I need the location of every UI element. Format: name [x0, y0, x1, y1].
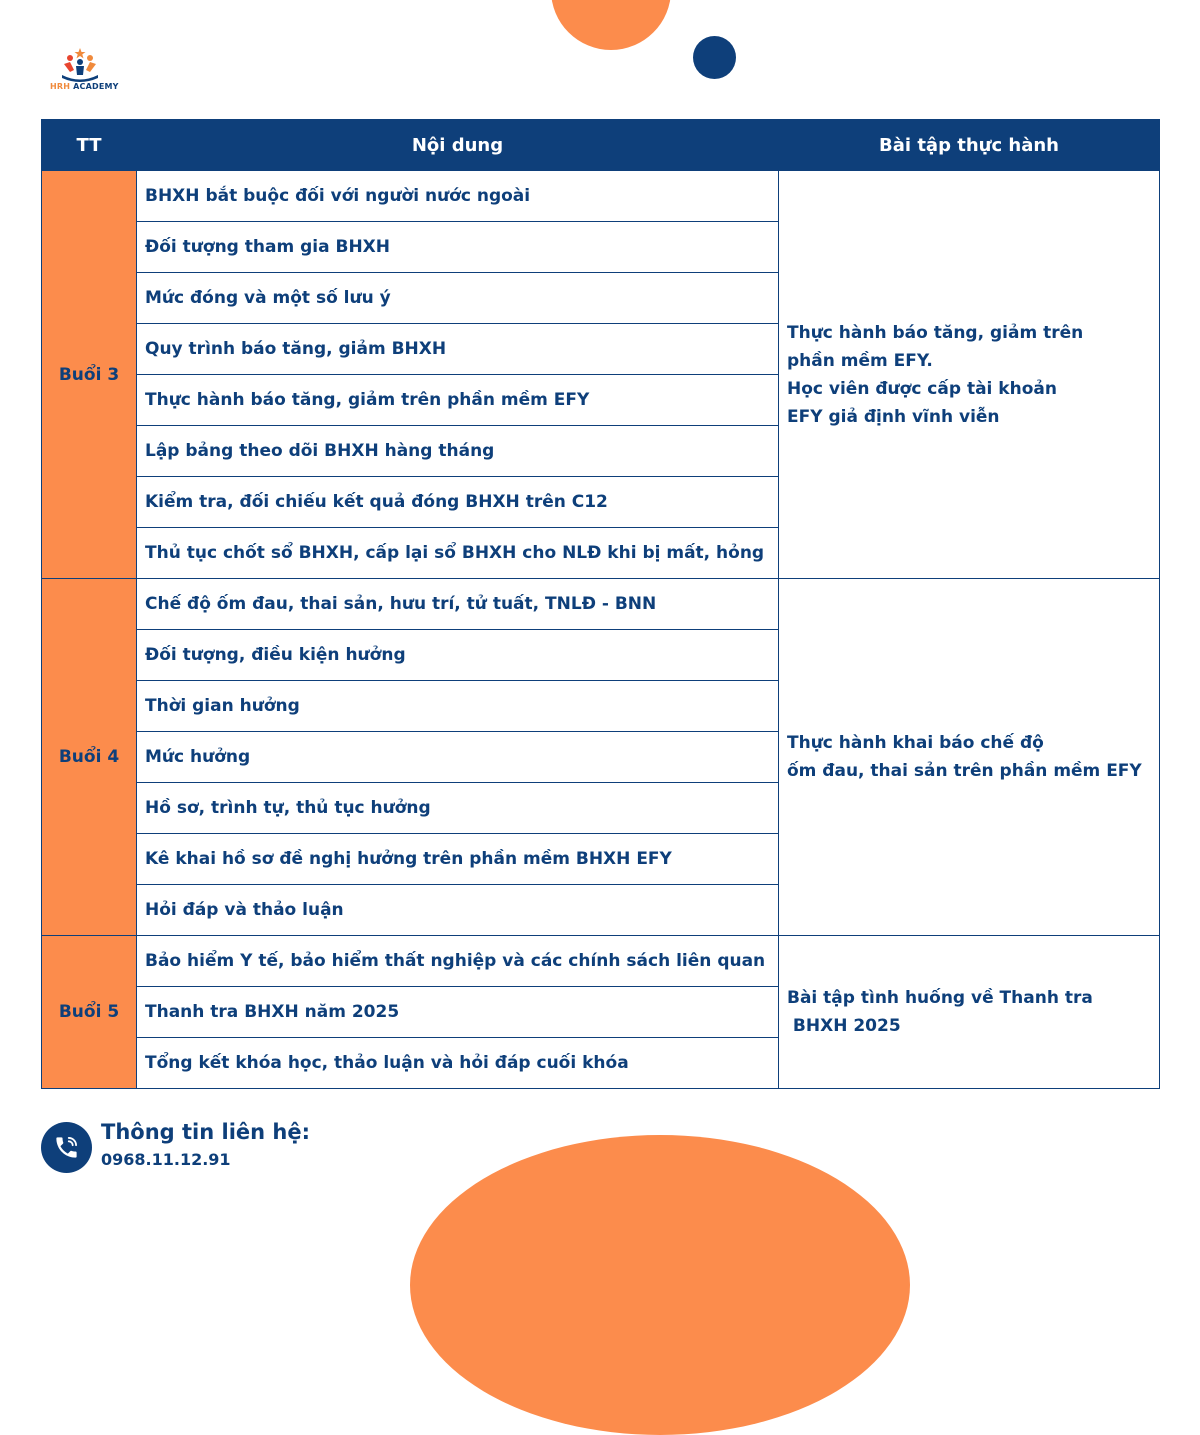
session-label-buoi-3: Buổi 3 — [42, 171, 137, 579]
contact-title: Thông tin liên hệ: — [101, 1120, 310, 1144]
session-label-buoi-4: Buổi 4 — [42, 579, 137, 936]
topic-cell: BHXH bắt buộc đối với người nước ngoài — [137, 171, 779, 222]
practice-line: ốm đau, thai sản trên phần mềm EFY — [787, 761, 1142, 781]
topic-cell: Tổng kết khóa học, thảo luận và hỏi đáp cuối khóa — [137, 1038, 779, 1089]
practice-cell-buoi-4 — [779, 579, 1160, 936]
header-practice: Bài tập thực hành — [779, 120, 1160, 171]
practice-line: Thực hành khai báo chế độ — [787, 733, 1044, 753]
topic-cell: Chế độ ốm đau, thai sản, hưu trí, tử tuất, TNLĐ - BNN — [137, 579, 779, 630]
topic-cell: Hỏi đáp và thảo luận — [137, 885, 779, 936]
practice-cell-buoi-5 — [779, 936, 1160, 1089]
contact-phone: 0968.11.12.91 — [101, 1150, 231, 1169]
logo-figures-icon — [56, 48, 116, 82]
table-row — [42, 936, 1160, 987]
header-tt: TT — [42, 120, 137, 171]
table-row — [42, 171, 1160, 222]
practice-line: Thực hành báo tăng, giảm trên — [787, 322, 1084, 343]
table-row — [42, 579, 1160, 630]
topic-cell: Đối tượng, điều kiện hưởng — [137, 630, 779, 681]
topic-cell: Thanh tra BHXH năm 2025 — [137, 987, 779, 1038]
topic-cell: Quy trình báo tăng, giảm BHXH — [137, 324, 779, 375]
topic-cell: Thời gian hưởng — [137, 681, 779, 732]
topic-cell: Kiểm tra, đối chiếu kết quả đóng BHXH trên C12 — [137, 477, 779, 528]
logo-wordmark: HRH ACADEMY — [50, 82, 119, 91]
practice-line: EFY giả định vĩnh viễn — [787, 406, 1000, 427]
practice-line: Học viên được cấp tài khoản — [787, 378, 1057, 399]
topic-cell: Lập bảng theo dõi BHXH hàng tháng — [137, 426, 779, 477]
topic-cell: Thực hành báo tăng, giảm trên phần mềm EFY — [137, 375, 779, 426]
topic-cell: Mức hưởng — [137, 732, 779, 783]
topic-cell: Mức đóng và một số lưu ý — [137, 273, 779, 324]
session-label-buoi-5: Buổi 5 — [42, 936, 137, 1089]
topic-cell: Bảo hiểm Y tế, bảo hiểm thất nghiệp và các chính sách liên quan — [137, 936, 779, 987]
topic-cell: Thủ tục chốt sổ BHXH, cấp lại sổ BHXH cho NLĐ khi bị mất, hỏng — [137, 528, 779, 579]
practice-line: phần mềm EFY. — [787, 350, 933, 371]
hrh-academy-logo — [50, 48, 130, 100]
decorative-orange-circle-top — [551, 0, 671, 50]
decorative-orange-circle-bottom — [410, 1135, 910, 1435]
topic-cell: Hồ sơ, trình tự, thủ tục hưởng — [137, 783, 779, 834]
practice-line: BHXH 2025 — [787, 1016, 901, 1036]
topic-cell: Kê khai hồ sơ đề nghị hưởng trên phần mềm BHXH EFY — [137, 834, 779, 885]
decorative-blue-dot — [693, 36, 736, 79]
header-content: Nội dung — [137, 120, 779, 171]
practice-line: Bài tập tình huống về Thanh tra — [787, 988, 1093, 1008]
topic-cell: Đối tượng tham gia BHXH — [137, 222, 779, 273]
course-schedule-table — [41, 119, 1160, 1089]
phone-icon — [41, 1122, 92, 1173]
practice-cell-buoi-3 — [779, 171, 1160, 579]
table-header-row — [42, 120, 1160, 171]
